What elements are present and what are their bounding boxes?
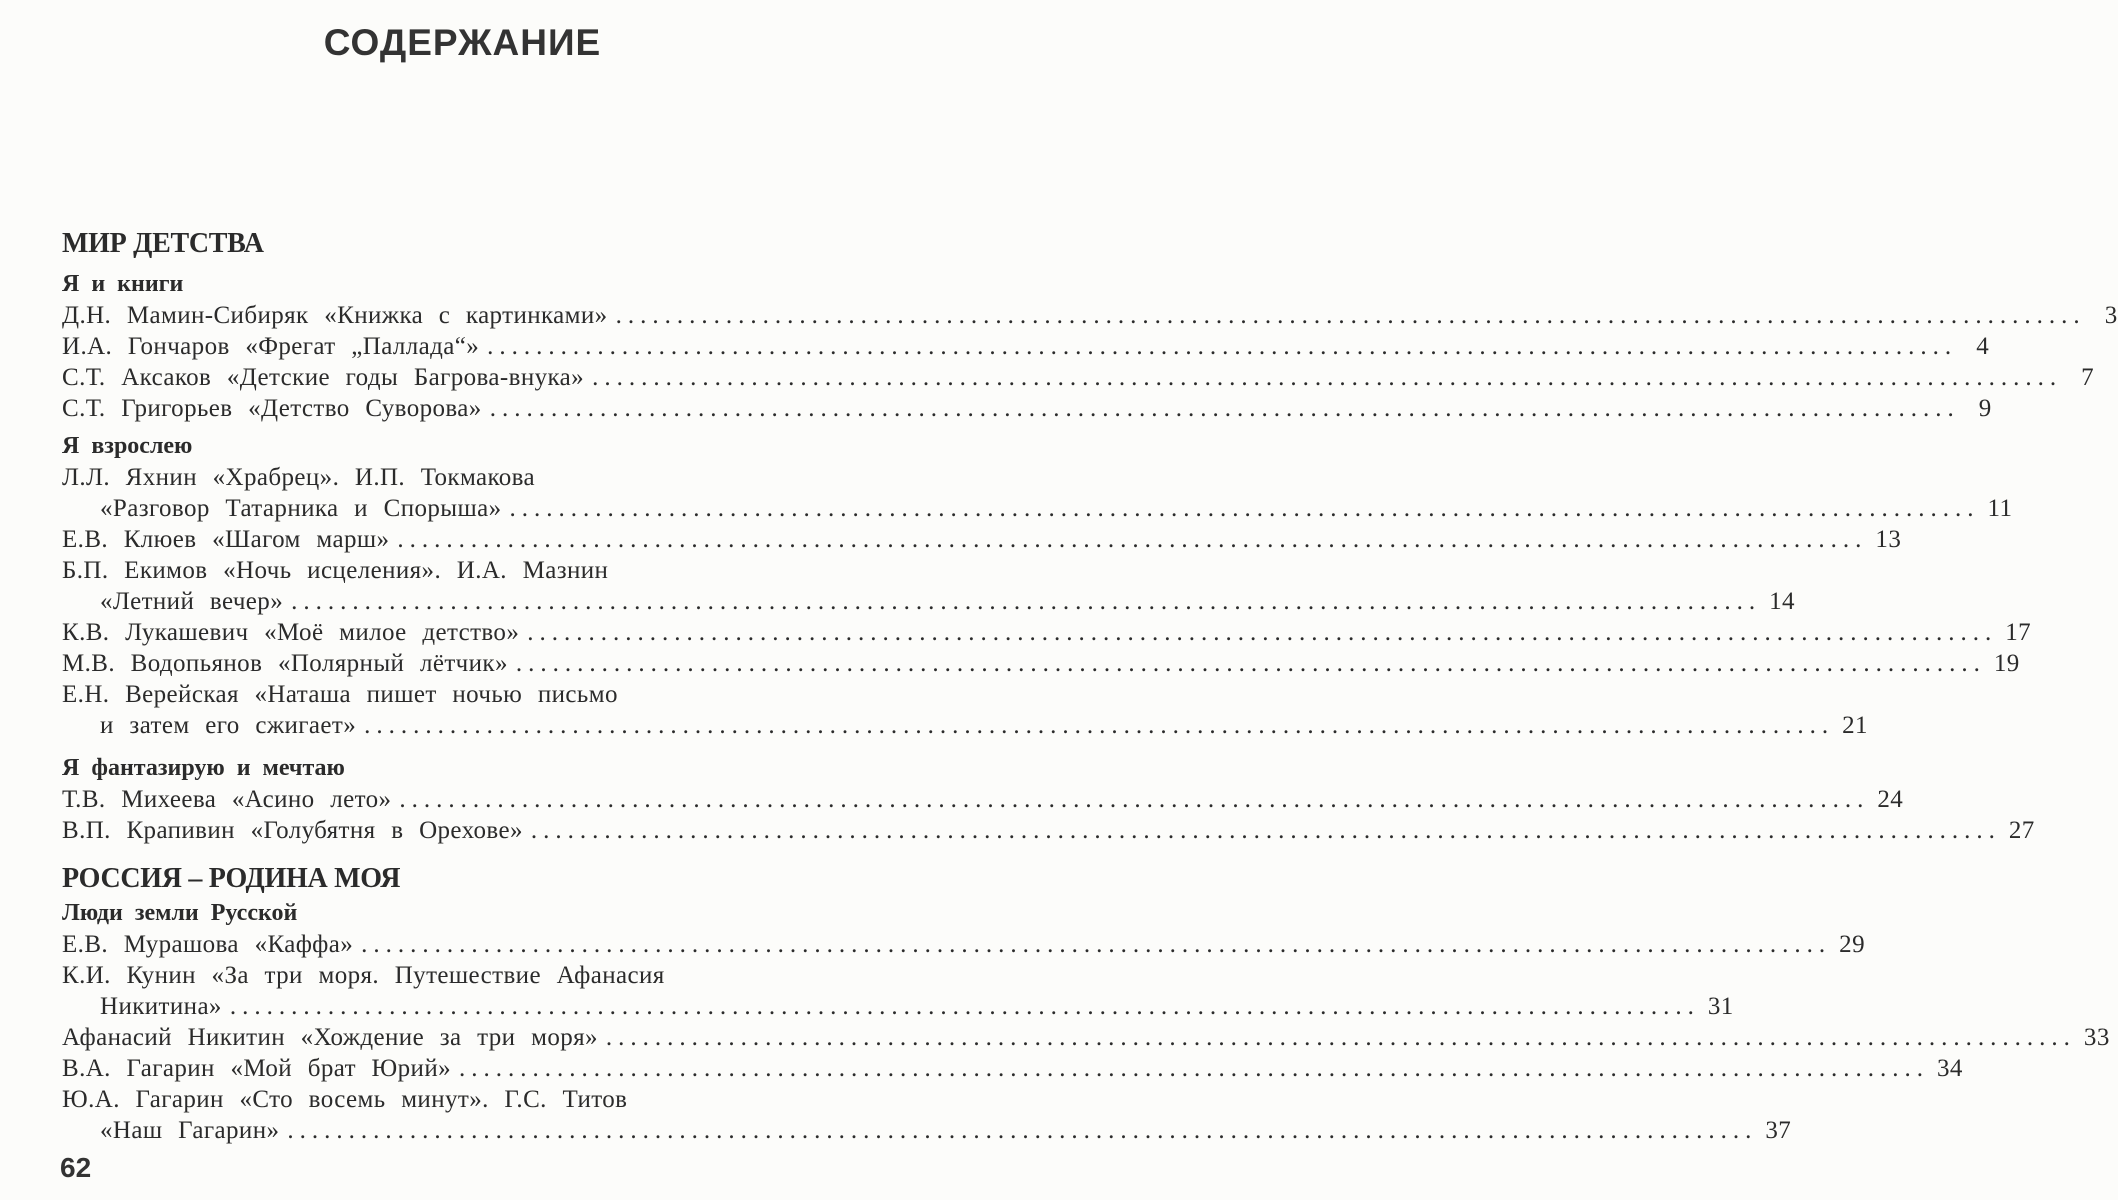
entry-title: С.Т. Аксаков «Детские годы Багрова-внука» [62, 364, 585, 391]
toc-entry[interactable] [62, 1053, 1963, 1084]
entry-page-number: 13 [1875, 526, 1902, 553]
subsection-heading: Люди земли Русской [62, 900, 298, 926]
entry-title: Ю.А. Гагарин «Сто восемь минут». Г.С. Титов [62, 1086, 628, 1113]
section-heading: МИР ДЕТСТВА [62, 228, 264, 259]
entry-page-number: 3 [2104, 302, 2118, 329]
toc-entry[interactable] [62, 462, 872, 493]
entry-title: Д.Н. Мамин-Сибиряк «Книжка с картинками» [62, 302, 608, 329]
dot-leader: ........................................................................................................................ [487, 333, 1958, 360]
toc-entry[interactable] [62, 648, 2020, 679]
entry-page-number: 9 [1978, 395, 1992, 422]
entry-page-number: 19 [1993, 650, 2020, 677]
entry-page-number: 27 [2008, 817, 2035, 844]
toc-entry[interactable] [62, 1022, 2110, 1053]
dot-leader: ........................................................................................................................ [615, 302, 2086, 329]
dot-leader: ........................................................................................................................ [361, 931, 1832, 958]
dot-leader: ........................................................................................................................ [509, 495, 1980, 522]
entry-title: Е.В. Клюев «Шагом марш» [62, 526, 390, 553]
dot-leader: ........................................................................................................................ [605, 1024, 2076, 1051]
entry-page-number: 33 [2083, 1024, 2110, 1051]
entry-title: В.П. Крапивин «Голубятня в Орехове» [62, 817, 523, 844]
toc-entry[interactable] [62, 555, 872, 586]
dot-leader: ........................................................................................................................ [515, 650, 1986, 677]
dot-leader: ........................................................................................................................ [364, 712, 1835, 739]
entry-page-number: 29 [1839, 931, 1865, 958]
dot-leader: ........................................................................................................................ [397, 526, 1868, 553]
entry-page-number: 31 [1707, 993, 1734, 1020]
toc-entry[interactable] [62, 991, 1734, 1022]
toc-entry[interactable] [62, 393, 1992, 424]
toc-entry[interactable] [62, 710, 1868, 741]
entry-page-number: 14 [1769, 588, 1795, 615]
dot-leader: ........................................................................................................................ [399, 786, 1870, 813]
entry-title: «Наш Гагарин» [100, 1117, 280, 1144]
toc-entry[interactable] [62, 586, 1795, 617]
entry-title: и затем его сжигает» [100, 712, 357, 739]
toc-entry[interactable] [62, 960, 872, 991]
dot-leader: ........................................................................................................................ [592, 364, 2063, 391]
entry-title: Б.П. Екимов «Ночь исцеления». И.А. Мазнин [62, 557, 609, 584]
entry-title: С.Т. Григорьев «Детство Суворова» [62, 395, 482, 422]
toc-entry[interactable] [62, 784, 1904, 815]
section-heading: РОССИЯ – РОДИНА МОЯ [62, 863, 401, 894]
dot-leader: ........................................................................................................................ [291, 588, 1762, 615]
entry-page-number: 7 [2081, 364, 2095, 391]
entry-title: «Летний вечер» [100, 588, 284, 615]
subsection-heading: Я фантазирую и мечтаю [62, 755, 345, 781]
entry-page-number: 37 [1765, 1117, 1792, 1144]
toc-entry[interactable] [62, 617, 2032, 648]
entry-page-number: 21 [1842, 712, 1868, 739]
dot-leader: ........................................................................................................................ [489, 395, 1960, 422]
entry-title: Никитина» [100, 993, 222, 1020]
entry-title: И.А. Гончаров «Фрегат „Паллада“» [62, 333, 480, 360]
toc-entry[interactable] [62, 815, 2035, 846]
entry-page-number: 34 [1937, 1055, 1963, 1082]
entry-title: Афанасий Никитин «Хождение за три моря» [62, 1024, 598, 1051]
toc-entry[interactable] [62, 300, 2118, 331]
entry-page-number: 4 [1976, 333, 1990, 360]
toc-entry[interactable] [62, 679, 872, 710]
dot-leader: ........................................................................................................................ [229, 993, 1700, 1020]
entry-page-number: 24 [1877, 786, 1904, 813]
entry-title: «Разговор Татарника и Спорыша» [100, 495, 502, 522]
page-number: 62 [60, 1152, 92, 1183]
dot-leader: ........................................................................................................................ [459, 1055, 1929, 1082]
page-title: СОДЕРЖАНИЕ [323, 22, 602, 63]
table-of-contents [62, 225, 2118, 1146]
toc-entry[interactable] [62, 493, 2013, 524]
dot-leader: ........................................................................................................................ [530, 817, 2001, 844]
toc-entry[interactable] [62, 362, 2095, 393]
toc-entry[interactable] [62, 524, 1902, 555]
entry-title: Т.В. Михеева «Асино лето» [62, 786, 392, 813]
entry-title: Л.Л. Яхнин «Храбрец». И.П. Токмакова [62, 464, 536, 491]
subsection-heading: Я взрослею [62, 433, 193, 459]
toc-entry[interactable] [62, 331, 1990, 362]
entry-title: К.И. Кунин «За три моря. Путешествие Афанасия [62, 962, 665, 989]
toc-entry[interactable] [62, 929, 1865, 960]
entry-title: Е.Н. Верейская «Наташа пишет ночью письмо [62, 681, 618, 708]
entry-title: М.В. Водопьянов «Полярный лётчик» [62, 650, 508, 677]
dot-leader: ........................................................................................................................ [287, 1117, 1758, 1144]
entry-page-number: 11 [1987, 495, 2013, 522]
entry-title: В.А. Гагарин «Мой брат Юрий» [62, 1055, 451, 1082]
entry-page-number: 17 [2005, 619, 2032, 646]
entry-title: К.В. Лукашевич «Моё милое детство» [62, 619, 520, 646]
entry-title: Е.В. Мурашова «Каффа» [62, 931, 354, 958]
toc-entry[interactable] [62, 1115, 1792, 1146]
dot-leader: ........................................................................................................................ [527, 619, 1998, 646]
toc-entry[interactable] [62, 1084, 872, 1115]
subsection-heading: Я и книги [62, 271, 184, 297]
